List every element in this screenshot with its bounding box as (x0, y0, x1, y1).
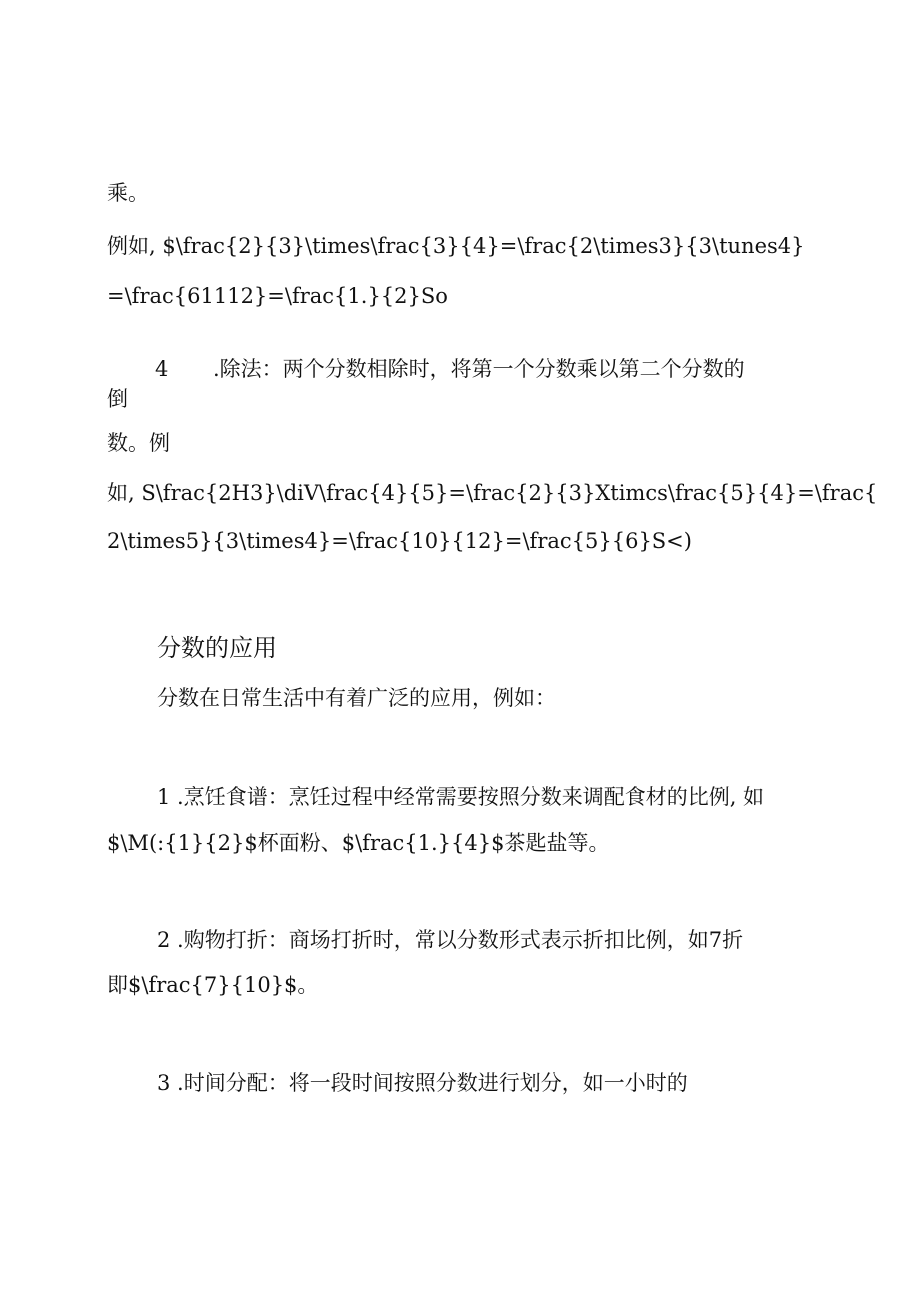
division-example-line-1: 如, S\frac{2H3}\diV\frac{4}{5}=\frac{2}{3}Xtimcs\frac{5}{4}=\frac{ (107, 481, 878, 505)
application-item-1-line-2: $\M(:{1}{2}$杯面粉、$\frac{1.}{4}$茶匙盐等。 (107, 831, 610, 855)
division-rule-line-2: 倒 (107, 387, 128, 411)
multiplication-continued: 乘。 (107, 181, 149, 205)
multiplication-example-line-2: =\frac{61112}=\frac{1.}{2}So (107, 284, 448, 308)
application-item-1-line-1: 1 .烹饪食谱：烹饪过程中经常需要按照分数来调配食材的比例, 如 (157, 785, 765, 809)
applications-intro: 分数在日常生活中有着广泛的应用，例如： (157, 686, 556, 710)
division-rule-line-3: 数。例 (107, 431, 170, 455)
application-item-2-line-1: 2 .购物打折：商场打折时，常以分数形式表示折扣比例，如7折 (157, 928, 744, 952)
division-number: 4 (155, 357, 169, 381)
applications-heading: 分数的应用 (157, 634, 277, 662)
application-item-3-line-1: 3 .时间分配：将一段时间按照分数进行划分，如一小时的 (157, 1071, 688, 1095)
multiplication-example-line-1: 例如, $\frac{2}{3}\times\frac{3}{4}=\frac{2\times3}{3\tunes4} (107, 234, 805, 258)
application-item-2-line-2: 即$\frac{7}{10}$。 (107, 973, 319, 997)
division-rule-text: .除法：两个分数相除时，将第一个分数乘以第二个分数的 (213, 357, 745, 381)
division-rule-line-1 (155, 354, 745, 384)
division-example-line-2: 2\times5}{3\times4}=\frac{10}{12}=\frac{5}{6}S<) (107, 529, 692, 553)
